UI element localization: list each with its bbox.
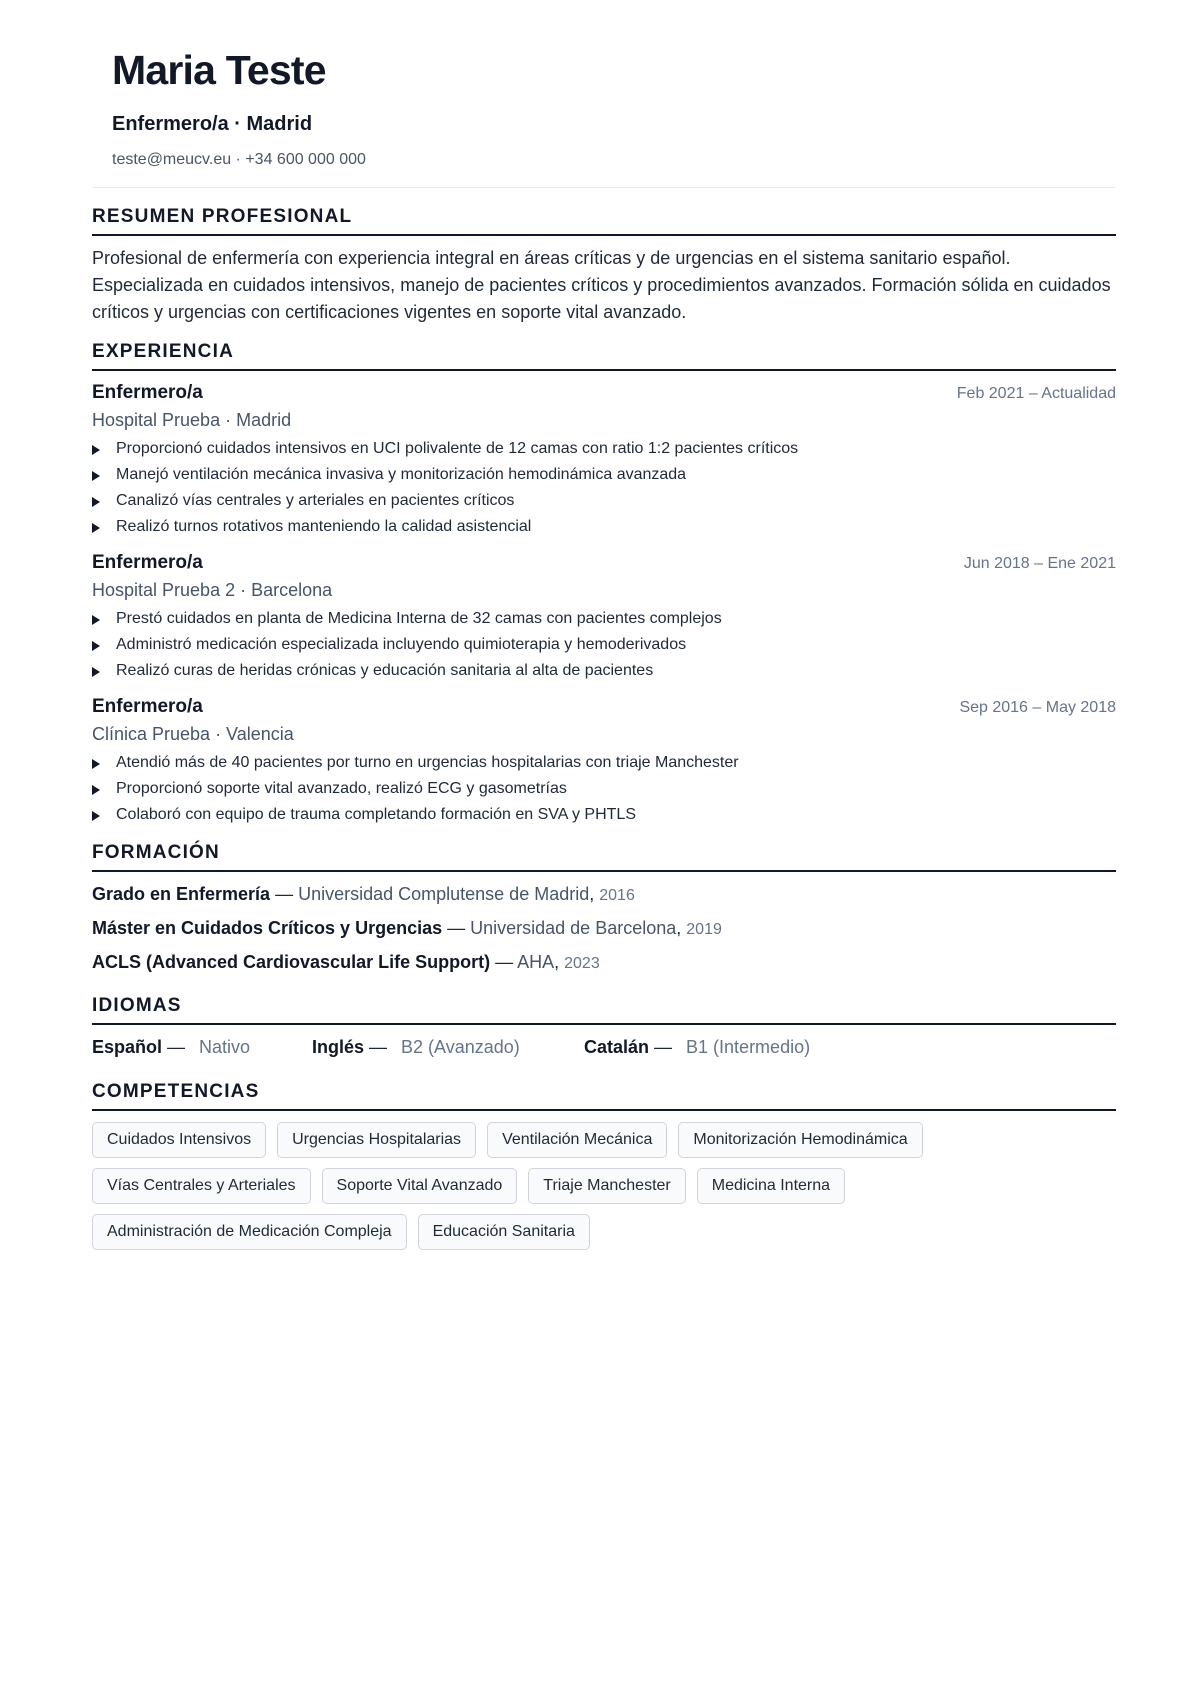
education-entry: ACLS (Advanced Cardiovascular Life Support) — AHA, 2023	[92, 952, 600, 972]
job-title: Enfermero/a	[92, 552, 203, 573]
job-bullet	[92, 802, 1116, 828]
job-organization: Hospital Prueba 2 · Barcelona	[92, 580, 333, 600]
bullet-arrow-icon	[92, 811, 100, 821]
language-level: B2 (Avanzado)	[401, 1037, 520, 1057]
skill-tag: Monitorización Hemodinámica	[678, 1122, 922, 1158]
language-name: Catalán	[584, 1037, 650, 1057]
education-institution: Universidad Complutense de Madrid	[298, 884, 590, 904]
job-organization: Clínica Prueba · Valencia	[92, 724, 294, 744]
education-institution: Universidad de Barcelona	[470, 918, 677, 938]
education-institution: AHA	[517, 952, 555, 972]
languages-title: IDIOMAS	[92, 994, 1116, 1025]
contact-info: teste@meucv.eu · +34 600 000 000	[112, 151, 366, 168]
skills-title: COMPETENCIAS	[92, 1080, 1116, 1111]
experience-section	[92, 340, 1116, 828]
skill-tag: Ventilación Mecánica	[487, 1122, 667, 1158]
education-degree: Máster en Cuidados Críticos y Urgencias	[92, 918, 443, 938]
header-divider	[92, 187, 1116, 188]
job-entry	[92, 695, 1116, 828]
skill-tag: Medicina Interna	[697, 1168, 845, 1204]
job-bullet-text: Atendió más de 40 pacientes por turno en urgencias hospitalarias con triaje Manchester	[116, 754, 739, 771]
bullet-arrow-icon	[92, 471, 100, 481]
skill-tag: Cuidados Intensivos	[92, 1122, 266, 1158]
job-title: Enfermero/a	[92, 382, 203, 403]
bullet-arrow-icon	[92, 667, 100, 677]
job-bullet-text: Administró medicación especializada incluyendo quimioterapia y hemoderivados	[116, 636, 687, 653]
job-bullet	[92, 776, 1116, 802]
job-bullet	[92, 462, 1116, 488]
candidate-headline: Enfermero/a · Madrid	[112, 113, 313, 135]
language-name: Inglés	[312, 1037, 365, 1057]
language-entry: Español — Nativo	[92, 1037, 251, 1057]
job-entry	[92, 551, 1116, 684]
languages-section	[92, 994, 1116, 1059]
job-bullets	[92, 606, 1116, 684]
job-bullet-text: Colaboró con equipo de trauma completando formación en SVA y PHTLS	[116, 806, 636, 823]
skills-section	[92, 1080, 1116, 1260]
bullet-arrow-icon	[92, 445, 100, 455]
job-bullet-text: Proporcionó cuidados intensivos en UCI polivalente de 12 camas con ratio 1:2 pacientes críticos	[116, 440, 799, 457]
skill-tag: Triaje Manchester	[528, 1168, 685, 1204]
skill-tag: Vías Centrales y Arteriales	[92, 1168, 311, 1204]
job-organization: Hospital Prueba · Madrid	[92, 410, 292, 430]
summary-text: Profesional de enfermería con experiencia integral en áreas críticas y de urgencias en el sistema sanitario español. Especializada en cuidados intensivos, manejo de pacientes críticos y procedimientos avanzados. Formación sólida en cuidados críticos y urgencias con certificaciones vigentes en soporte vital avanzado.	[92, 248, 1111, 322]
skills-list	[92, 1122, 1122, 1260]
education-year: 2019	[686, 921, 722, 938]
experience-title: EXPERIENCIA	[92, 340, 1116, 371]
job-bullet-text: Proporcionó soporte vital avanzado, realizó ECG y gasometrías	[116, 780, 567, 797]
job-bullet	[92, 488, 1116, 514]
education-section	[92, 841, 1116, 980]
summary-section	[92, 205, 1116, 326]
education-year: 2016	[599, 887, 635, 904]
language-name: Español	[92, 1037, 163, 1057]
job-entry	[92, 381, 1116, 540]
education-title: FORMACIÓN	[92, 841, 1116, 872]
job-title: Enfermero/a	[92, 696, 203, 717]
job-dates: Jun 2018 – Ene 2021	[963, 555, 1116, 572]
resume-header	[92, 0, 1116, 170]
bullet-arrow-icon	[92, 759, 100, 769]
bullet-arrow-icon	[92, 615, 100, 625]
bullet-arrow-icon	[92, 641, 100, 651]
skill-tag: Soporte Vital Avanzado	[322, 1168, 518, 1204]
job-bullet-text: Manejó ventilación mecánica invasiva y monitorización hemodinámica avanzada	[116, 466, 687, 483]
job-bullet	[92, 436, 1116, 462]
job-bullet-text: Canalizó vías centrales y arteriales en pacientes críticos	[116, 492, 515, 509]
job-bullet-text: Realizó turnos rotativos manteniendo la calidad asistencial	[116, 518, 532, 535]
job-bullet	[92, 658, 1116, 684]
language-entry: Inglés — B2 (Avanzado)	[312, 1037, 520, 1057]
job-bullets	[92, 750, 1116, 828]
job-bullet-text: Prestó cuidados en planta de Medicina Interna de 32 camas con pacientes complejos	[116, 610, 722, 627]
job-bullet	[92, 632, 1116, 658]
education-degree: Grado en Enfermería	[92, 884, 271, 904]
bullet-arrow-icon	[92, 523, 100, 533]
bullet-arrow-icon	[92, 785, 100, 795]
skill-tag: Educación Sanitaria	[418, 1214, 590, 1250]
education-year: 2023	[564, 955, 600, 972]
job-bullet	[92, 606, 1116, 632]
education-degree: ACLS (Advanced Cardiovascular Life Support)	[92, 952, 491, 972]
candidate-name: Maria Teste	[112, 47, 326, 93]
job-bullet	[92, 750, 1116, 776]
education-entry: Grado en Enfermería — Universidad Complutense de Madrid, 2016	[92, 884, 635, 904]
skill-tag: Urgencias Hospitalarias	[277, 1122, 476, 1158]
language-level: Nativo	[199, 1037, 251, 1057]
language-level: B1 (Intermedio)	[686, 1037, 811, 1057]
job-bullet	[92, 514, 1116, 540]
skill-tag: Administración de Medicación Compleja	[92, 1214, 407, 1250]
job-dates: Feb 2021 – Actualidad	[956, 385, 1116, 402]
education-entry: Máster en Cuidados Críticos y Urgencias — Universidad de Barcelona, 2019	[92, 918, 722, 938]
summary-title: RESUMEN PROFESIONAL	[92, 205, 1116, 236]
bullet-arrow-icon	[92, 497, 100, 507]
resume-page	[92, 0, 1116, 1260]
job-bullets	[92, 436, 1116, 540]
language-entry: Catalán — B1 (Intermedio)	[584, 1037, 811, 1057]
job-bullet-text: Realizó curas de heridas crónicas y educación sanitaria al alta de pacientes	[116, 662, 654, 679]
job-dates: Sep 2016 – May 2018	[959, 699, 1116, 716]
